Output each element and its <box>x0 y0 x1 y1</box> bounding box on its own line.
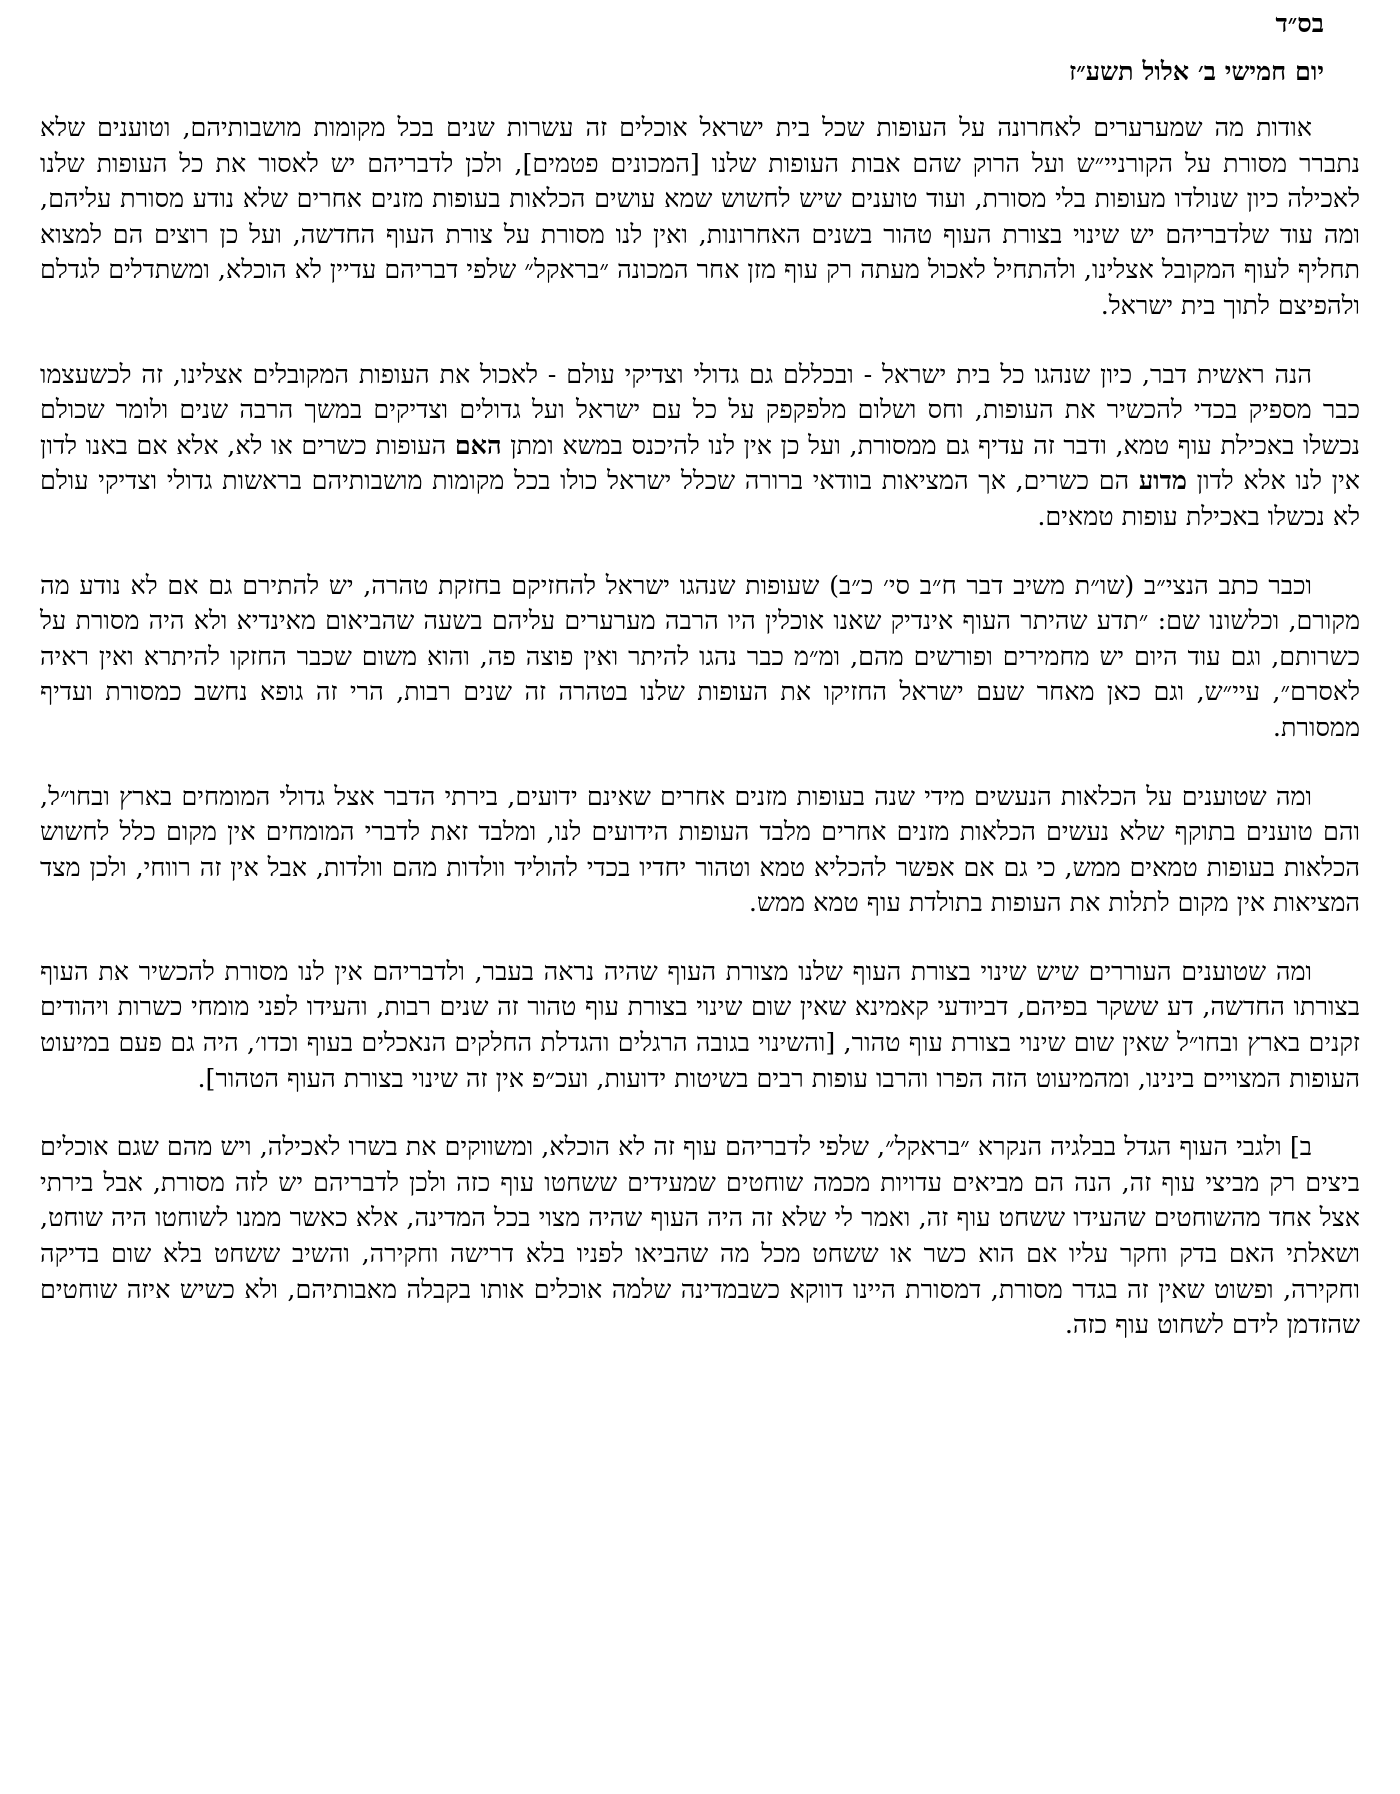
letter-body <box>40 110 1360 1343</box>
paragraph-2 <box>40 357 1360 535</box>
text-segment: וכבר כתב הנצי״ב (שו״ת משיב דבר ח״ב סי׳ כ״ב) שעופות שנהגו ישראל להחזיקם בחזקת טהרה, יש להתירם גם אם לא נודע מה מקורם, וכלשונו שם: ״תדע שהיתר העוף אינדיק שאנו אוכלין היו הרבה מערערים עליהם בשעה שהביאום מאינדיא ולא היה מסורת על כשרותם, וגם עוד היום יש מחמירים ופורשים מהם, ומ״מ כבר נהגו להיתר ואין פוצה פה, והוא משום שכבר החזקו להיתרא ואין ראיה לאסרם״, עיי״ש, וגם כאן מאחר שעם ישראל החזיקו את העופות שלנו בטהרה זה שנים רבות, הרי זה גופא נחשב כמסורת ועדיף ממסורת. <box>40 569 1360 742</box>
bold-emphasis: האם <box>454 429 502 460</box>
paragraph-4 <box>40 779 1360 921</box>
text-segment: הנה ראשית דבר, כיון שנהגו כל בית ישראל - ובכללם גם גדולי וצדיקי עולם - לאכול את העופות המקובלים אצלינו, זה לכשעצמו כבר מספיק בכדי להכשיר את העופות, וחס ושלום מלפקפק על כל עם ישראל ועל גדולים וצדיקים במשך הרבה שנים ולומר שכולם נכשלו באכילת עוף טמא, ודבר זה עדיף גם ממסורת, ועל כן אין לנו להיכנס במשא ומתן <box>40 358 1360 460</box>
paragraph-1 <box>40 110 1360 324</box>
text-segment: ומה שטוענים העוררים שיש שינוי בצורת העוף שלנו מצורת העוף שהיה נראה בעבר, ולדבריהם אין לנו מסורת להכשיר את העוף בצורתו החדשה, דע ששקר בפיהם, דביודעי קאמינא שאין שום שינוי בצורת עוף טהור זה שנים רבות, והעידו לפני מומחי כשרות ויהודים זקנים בארץ ובחו״ל שאין שום שינוי בצורת עוף טהור, [והשינוי בגובה הרגלים והגדלת החלקים הנאכלים בעוף וכדו׳, היה גם פעם במיעוט העופות המצויים בינינו, ומהמיעוט הזה הפרו והרבו עופות רבים בשיטות ידועות, ועכ״פ אין זה שינוי בצורת העוף הטהור]. <box>40 955 1360 1093</box>
text-segment: העופות כשרים או לא, אלא אם באנו לדון אין לנו אלא לדון <box>40 429 1360 496</box>
text-segment: אודות מה שמערערים לאחרונה על העופות שכל בית ישראל אוכלים זה עשרות שנים בכל מקומות מושבותיהם, וטוענים שלא נתברר מסורת על הקורניי״ש ועל הרוק שהם אבות העופות שלנו [המכונים פטמים], ולכן לדבריהם יש לאסור את כל העופות שלנו לאכילה כיון שנולדו מעופות בלי מסורת, ועוד טוענים שיש לחשוש שמא עושים הכלאות בעופות מזנים אחרים שלא נודע מסורת עליהם, ומה עוד שלדבריהם יש שינוי בצורת העוף טהור בשנים האחרונות, ואין לנו מסורת על צורת העוף החדשה, ועל כן רוצים הם למצוא תחליף לעוף המקובל אצלינו, ולהתחיל לאכול מעתה רק עוף מזן אחר המכונה ״בראקל״ שלפי דבריהם עדיין לא הוכלא, ומשתדלים לגדלם ולהפיצם לתוך בית ישראל. <box>40 112 1360 320</box>
text-segment: ומה שטוענים על הכלאות הנעשים מידי שנה בעופות מזנים אחרים שאינם ידועים, בירתי הדבר אצל גדולי המומחים בארץ ובחו״ל, והם טוענים בתוקף שלא נעשים הכלאות מזנים אחרים מלבד העופות הידועים לנו, ומלבד זאת לדברי המומחים אין מקום כלל לחשוש הכלאות בעופות טמאים ממש, כי גם אם אפשר להכליא טמא וטהור יחדיו בכדי להוליד וולדות מהם וולדות, אבל אין זה רווחי, ולכן מצד המציאות אין מקום לתלות את העופות בתולדת עוף טמא ממש. <box>40 780 1360 918</box>
date-line: יום חמישי ב׳ אלול תשע״ז <box>1069 56 1324 86</box>
text-segment: ב] ולגבי העוף הגדל בבלגיה הנקרא ״בראקל״, שלפי לדבריהם עוף זה לא הוכלא, ומשווקים את בשרו לאכילה, ויש מהם שגם אוכלים ביצים רק מביצי עוף זה, הנה הם מביאים עדויות מכמה שוחטים שמעידים ששחטו עוף כזה ולכן לדבריהם יש לזה מסורת, אבל בירתי אצל אחד מהשוחטים שהעידו ששחט עוף זה, ואמר לי שלא זה היה העוף שהיה מצוי בכל המדינה, אלא כאשר ממנו לשוחטו היה שוחט, ושאלתי האם בדק וחקר עליו אם הוא כשר או ששחט מכל מה שהביאו לפניו בלא דרישה וחקירה, והשיב ששחט בלא שום בדיקה וחקירה, ופשוט שאין זה בגדר מסורת, דמסורת היינו דווקא כשבמדינה שלמה אוכלים אותו בקבלה מאבותיהם, ולא כשיש איזה שוחטים שהזדמן לידם לשחוט עוף כזה. <box>40 1131 1360 1340</box>
text-segment: הם כשרים, אך המציאות בוודאי ברורה שכלל ישראל כולו בכל מקומות מושבותיהם בראשות גדולי וצדיקי עולם לא נכשלו באכילת עופות טמאים. <box>40 465 1360 531</box>
paragraph-6 <box>40 1129 1360 1343</box>
paragraph-3 <box>40 568 1360 746</box>
paragraph-5 <box>40 954 1360 1096</box>
bsd-header: בס״ד <box>1275 8 1324 38</box>
bold-emphasis: מדוע <box>1138 465 1187 496</box>
